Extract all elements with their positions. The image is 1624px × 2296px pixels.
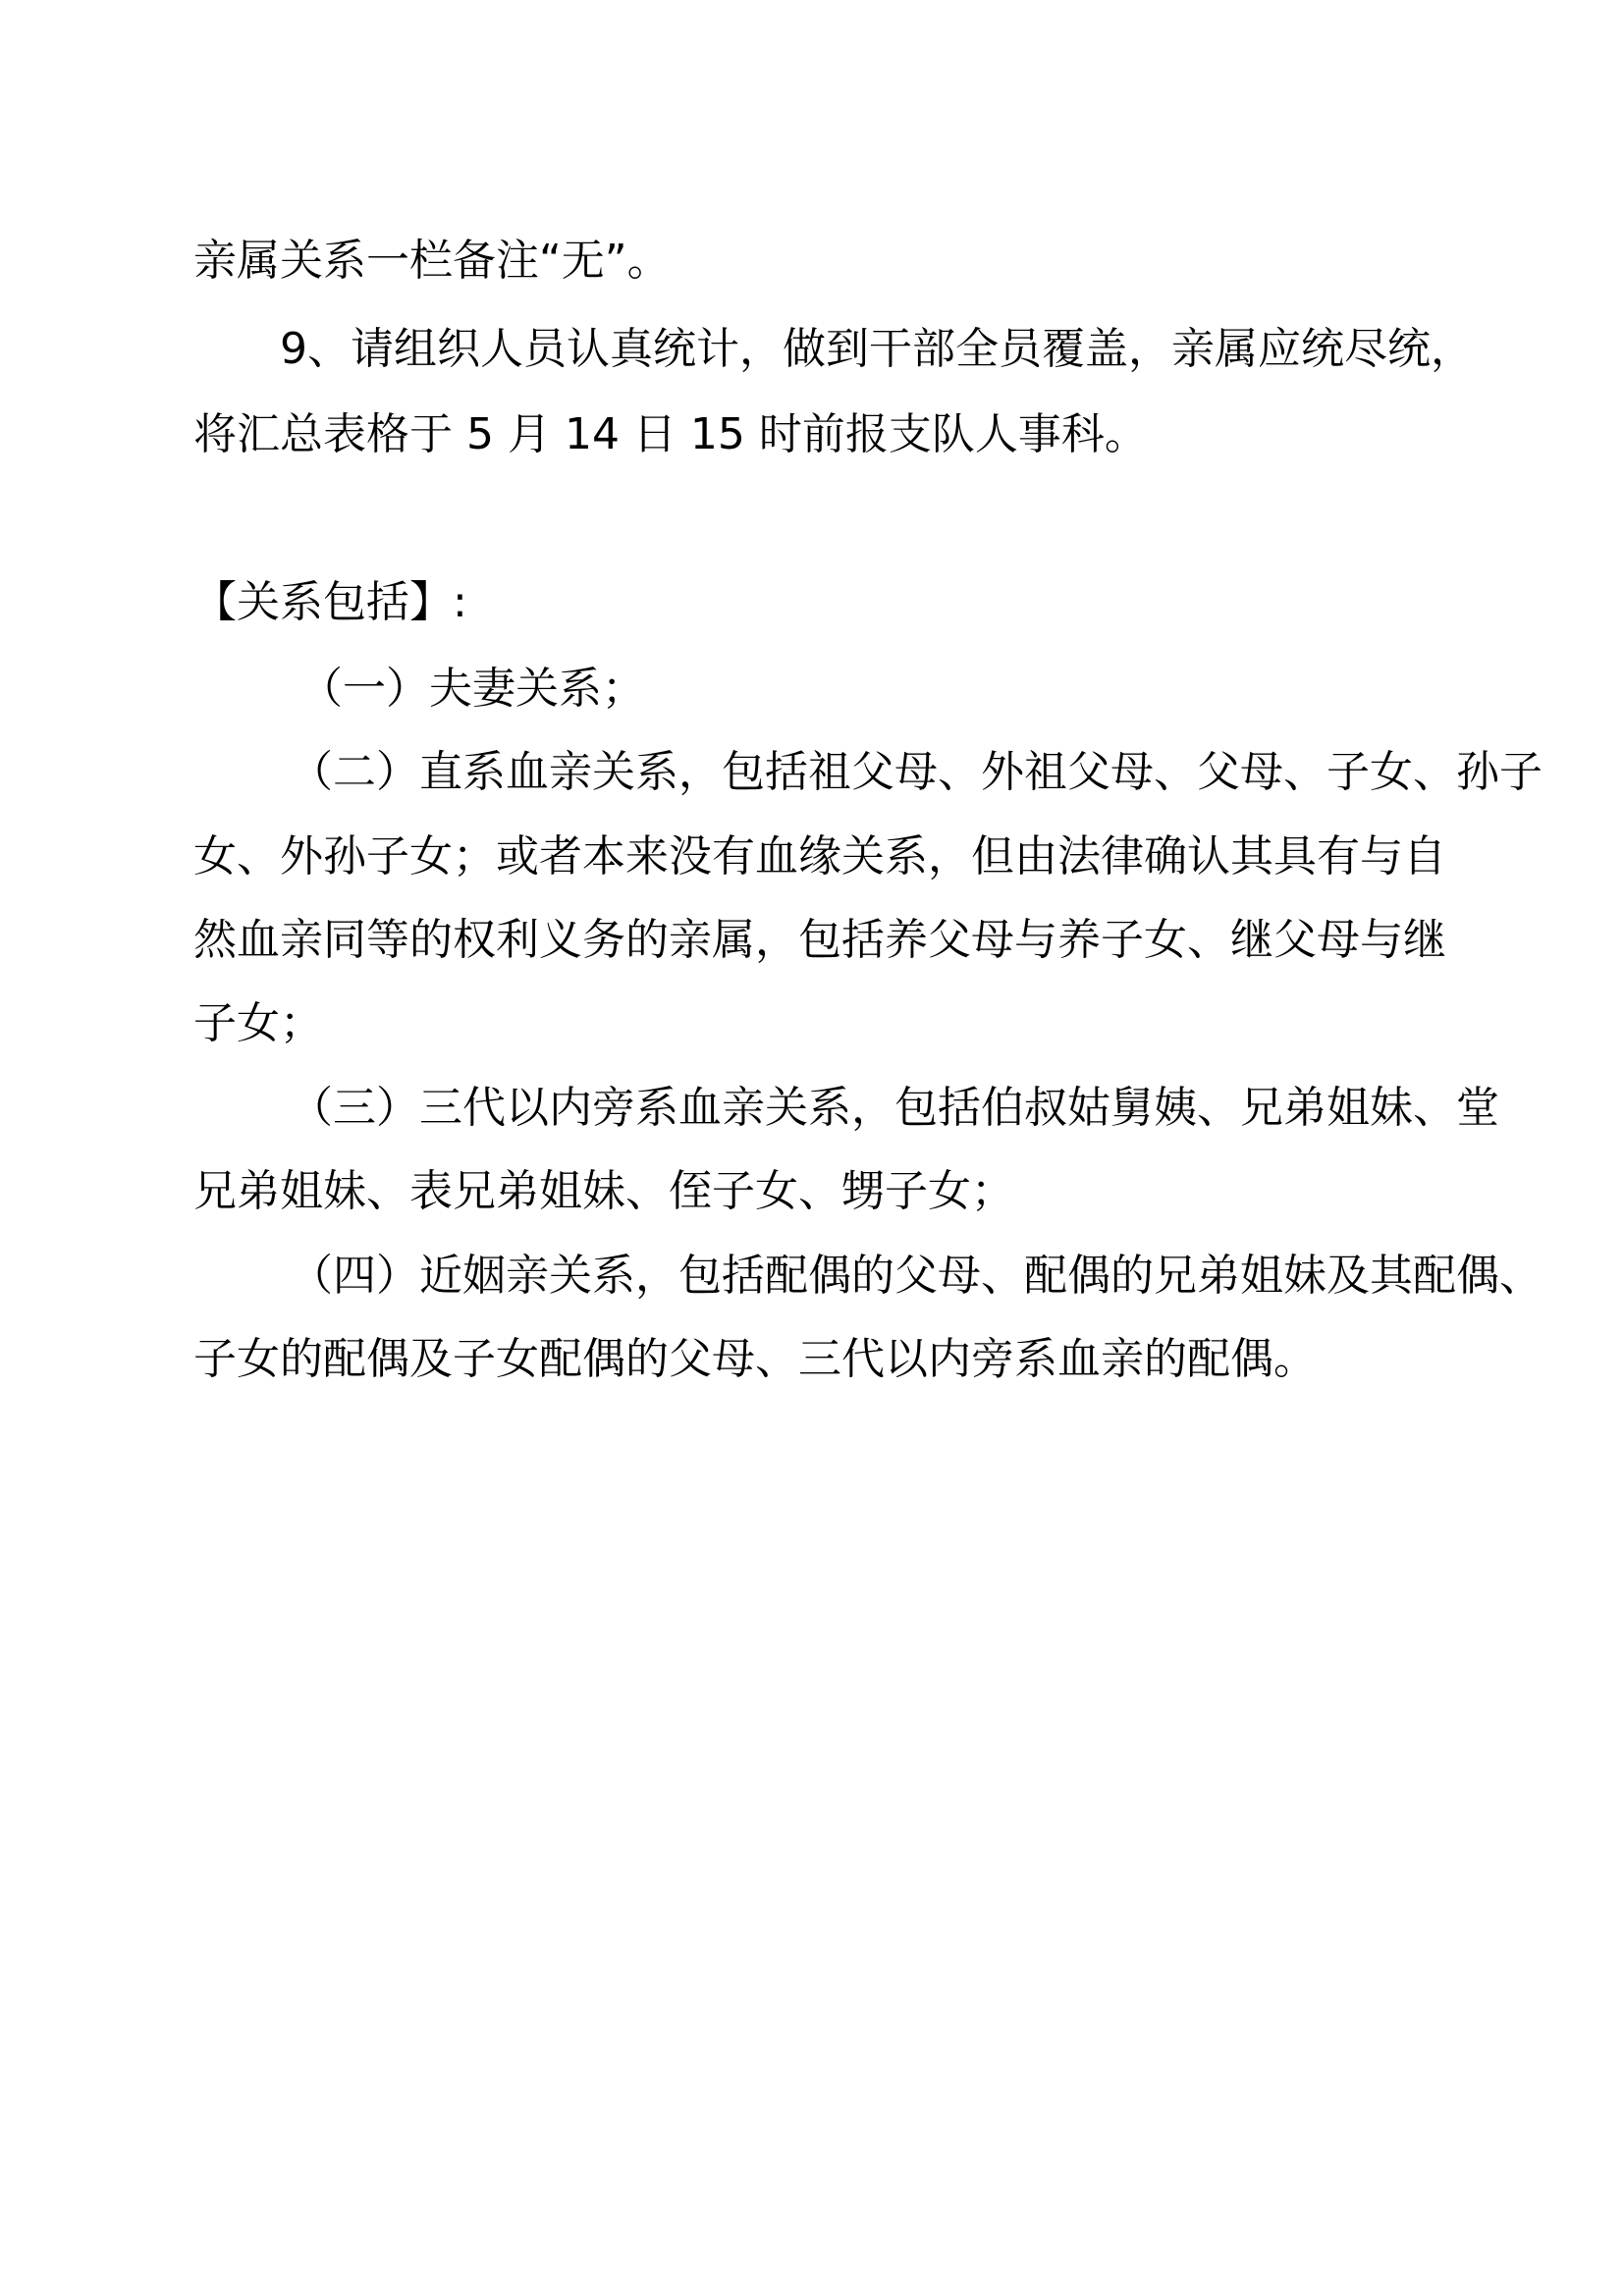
relation-item-2: （二）直系血亲关系，包括祖父母、外祖父母、父母、子女、孙子 [290,747,1543,797]
relation-item-2-cont-3: 子女； [193,998,323,1048]
relation-item-4: （四）近姻亲关系，包括配偶的父母、配偶的兄弟姐妹及其配偶、 [290,1251,1543,1301]
section-heading-relations: 【关系包括】: [193,577,467,627]
relation-item-2-cont-2: 然血亲同等的权利义务的亲属，包括养父母与养子女、继父母与继 [193,915,1446,965]
relation-item-4-cont: 子女的配偶及子女配偶的父母、三代以内旁系血亲的配偶。 [193,1334,1317,1384]
relation-item-3-cont: 兄弟姐妹、表兄弟姐妹、侄子女、甥子女； [193,1166,1014,1216]
relation-item-2-cont-1: 女、外孙子女；或者本来没有血缘关系，但由法律确认其具有与自 [193,831,1446,881]
text-line-item-9: 9、请组织人员认真统计，做到干部全员覆盖，亲属应统尽统， [280,324,1474,374]
text-line-remark-none: 亲属关系一栏备注“无”。 [193,236,671,286]
relation-item-1: （一）夫妻关系； [299,664,645,714]
relation-item-3: （三）三代以内旁系血亲关系，包括伯叔姑舅姨、兄弟姐妹、堂 [290,1083,1499,1133]
text-line-item-9-deadline: 将汇总表格于 5 月 14 日 15 时前报支队人事科。 [193,409,1148,459]
